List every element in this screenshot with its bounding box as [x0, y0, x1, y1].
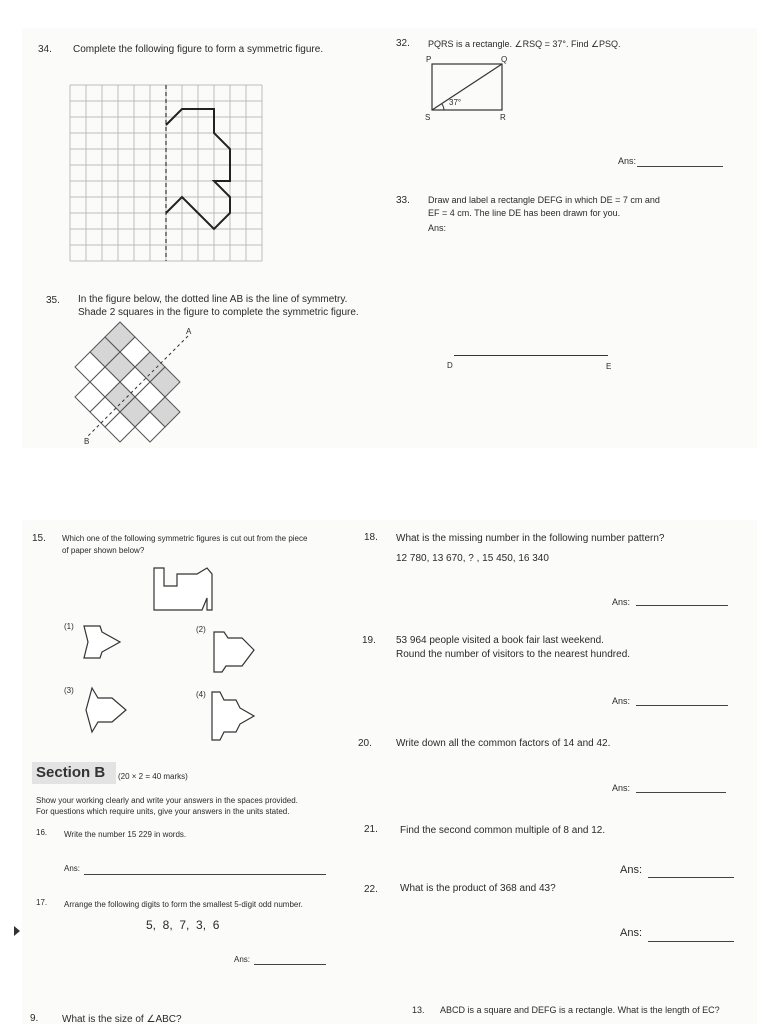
q15-option-3-label[interactable]: (3): [64, 686, 74, 695]
q15-option-4-label[interactable]: (4): [196, 690, 206, 699]
q15-option-3-shape[interactable]: [84, 686, 130, 734]
q32-answer-line[interactable]: [637, 166, 723, 167]
q19-line2: Round the number of visitors to the nearest hundred.: [396, 649, 631, 660]
section-b-marks: (20 × 2 = 40 marks): [118, 772, 188, 781]
q17-number: 17.: [36, 898, 48, 907]
q18-answer-line[interactable]: [636, 605, 728, 606]
q15-line2: of paper shown below?: [62, 546, 145, 555]
q18-pattern: 12 780, 13 670, ? , 15 450, 16 340: [396, 553, 549, 564]
q15-option-2-shape[interactable]: [212, 630, 258, 674]
q20-text: Write down all the common factors of 14 and 42.: [396, 738, 611, 749]
q15-option-1-shape[interactable]: [82, 622, 126, 660]
q18-number: 18.: [364, 532, 378, 543]
q16-number: 16.: [36, 828, 48, 837]
q34-grid-figure: [70, 85, 270, 263]
q33-line-de[interactable]: [454, 355, 608, 356]
q32-angle-label: 37°: [449, 98, 462, 107]
q32-label-s: S: [425, 113, 431, 122]
q15-number: 15.: [32, 533, 46, 544]
q17-answer-line[interactable]: [254, 964, 326, 965]
q35-line1: In the figure below, the dotted line AB is the line of symmetry.: [78, 294, 348, 305]
bullet-mark-icon: [14, 926, 20, 936]
q19-line1: 53 964 people visited a book fair last weekend.: [396, 635, 604, 646]
q32-label-p: P: [426, 55, 432, 64]
q20-number: 20.: [358, 738, 372, 749]
q19-answer-line[interactable]: [636, 705, 728, 706]
q32-ans-label: Ans:: [618, 156, 637, 166]
q16-text: Write the number 15 229 in words.: [64, 830, 187, 839]
q19-number: 19.: [362, 635, 376, 646]
section-b-instruction-2: For questions which require units, give your answers in the units stated.: [36, 807, 290, 816]
q33-label-e: E: [606, 362, 612, 371]
q33-line1: Draw and label a rectangle DEFG in which DE = 7 cm and: [428, 195, 660, 205]
q16-ans-label: Ans:: [64, 864, 81, 873]
q35-label-a: A: [186, 327, 192, 336]
q20-ans-label: Ans:: [612, 783, 631, 793]
section-b-instruction-1: Show your working clearly and write your answers in the spaces provided.: [36, 796, 298, 805]
q22-number: 22.: [364, 884, 378, 895]
q19-ans-label: Ans:: [612, 696, 631, 706]
q34-text: Complete the following figure to form a symmetric figure.: [73, 44, 324, 55]
q15-option-4-shape[interactable]: [210, 690, 258, 742]
q32-rectangle-figure: [430, 62, 510, 114]
q17-digits: 5, 8, 7, 3, 6: [146, 918, 220, 932]
q18-text: What is the missing number in the following number pattern?: [396, 533, 665, 544]
q32-number: 32.: [396, 38, 410, 49]
q13-number: 13.: [412, 1005, 425, 1015]
q33-ans-label: Ans:: [428, 223, 447, 233]
q35-label-b: B: [84, 437, 90, 446]
q35-number: 35.: [46, 295, 60, 306]
q21-ans-label: Ans:: [620, 864, 643, 876]
q15-option-1-label[interactable]: (1): [64, 622, 74, 631]
q32-text: PQRS is a rectangle. ∠RSQ = 37°. Find ∠PSQ.: [428, 39, 621, 49]
q9-number: 9.: [30, 1013, 39, 1024]
q22-ans-label: Ans:: [620, 927, 643, 939]
q17-text: Arrange the following digits to form the smallest 5-digit odd number.: [64, 900, 303, 909]
q15-paper-figure: [152, 566, 222, 612]
q20-answer-line[interactable]: [636, 792, 726, 793]
q33-label-d: D: [447, 361, 453, 370]
q22-answer-line[interactable]: [648, 941, 734, 942]
q34-number: 34.: [38, 44, 52, 55]
q18-ans-label: Ans:: [612, 597, 631, 607]
q13-text: ABCD is a square and DEFG is a rectangle. What is the length of EC?: [440, 1005, 720, 1015]
q33-number: 33.: [396, 195, 410, 206]
q16-answer-line[interactable]: [84, 874, 326, 875]
q35-diamond-figure: [70, 322, 200, 452]
q9-text: What is the size of ∠ABC?: [62, 1014, 182, 1025]
q33-line2: EF = 4 cm. The line DE has been drawn for you.: [428, 208, 621, 218]
section-b-title: Section B: [36, 764, 106, 781]
q35-line2: Shade 2 squares in the figure to complete the symmetric figure.: [78, 307, 359, 318]
q21-number: 21.: [364, 824, 378, 835]
q22-text: What is the product of 368 and 43?: [400, 883, 556, 894]
q32-label-q: Q: [501, 55, 508, 64]
q32-label-r: R: [500, 113, 506, 122]
q15-option-2-label[interactable]: (2): [196, 625, 206, 634]
q21-answer-line[interactable]: [648, 877, 734, 878]
q15-line1: Which one of the following symmetric figures is cut out from the piece: [62, 534, 308, 543]
q21-text: Find the second common multiple of 8 and 12.: [400, 825, 606, 836]
q17-ans-label: Ans:: [234, 955, 251, 964]
